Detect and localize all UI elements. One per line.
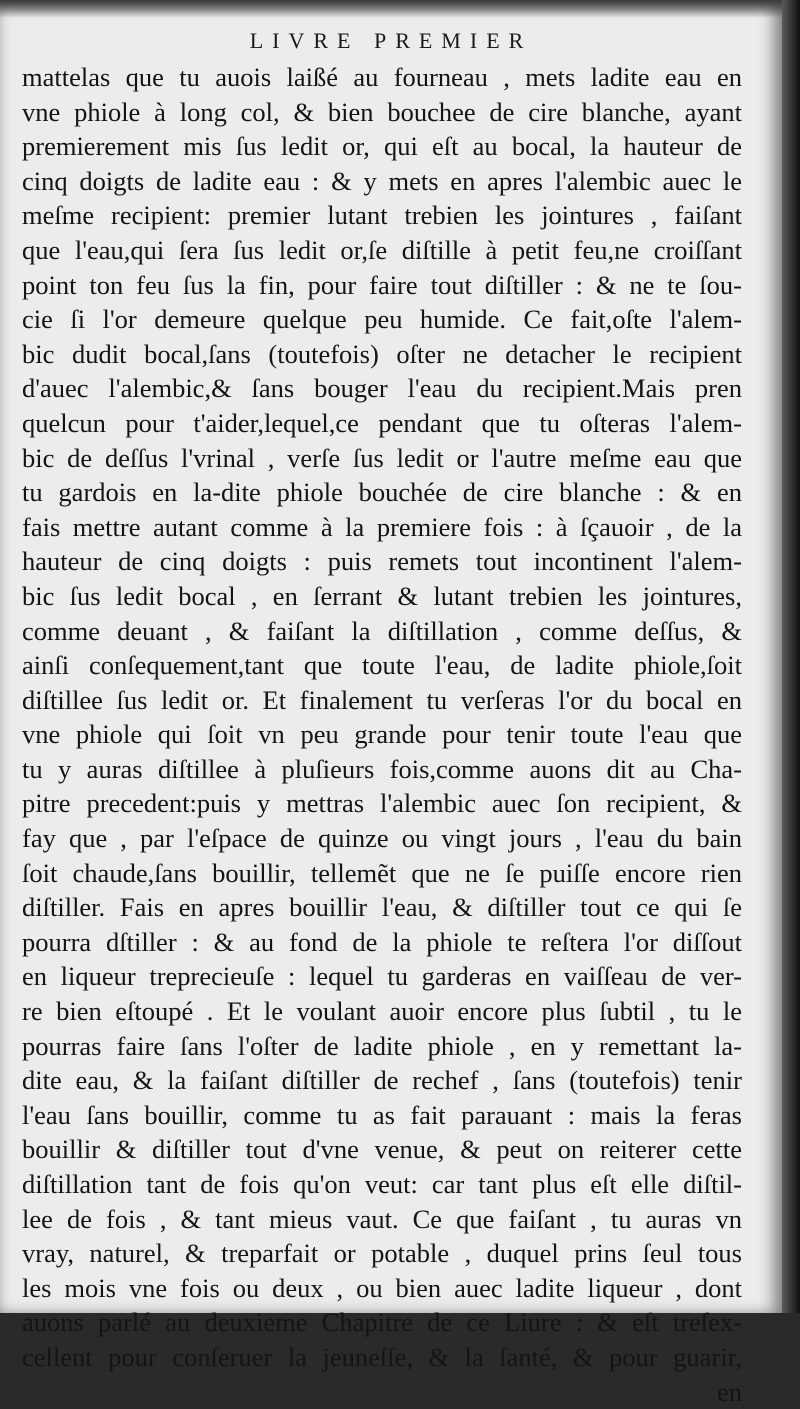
text-line: ainſi conſequement,tant que toute l'eau, de ladite phiole,ſoit — [22, 650, 742, 681]
text-line: que l'eau,qui ſera ſus ledit or,ſe diſtille à petit feu,ne croiſſant — [22, 234, 742, 265]
body-text — [22, 60, 742, 1409]
text-line: bic dudit bocal,ſans (toutefois) oſter ne detacher le recipient — [22, 338, 742, 369]
text-line: comme deuant , & faiſant la diſtillation , comme deſſus, & — [22, 615, 742, 646]
text-line: pourra dſtiller : & au fond de la phiole te reſtera l'or diſſout — [22, 926, 742, 957]
text-line: auons parlé au deuxieme Chapitre de ce Liure : & eſt treſex- — [22, 1307, 742, 1338]
page-top-shadow — [0, 0, 782, 18]
text-line: cinq doigts de ladite eau : & y mets en apres l'alembic auec le — [22, 165, 742, 196]
text-line: vray, naturel, & treparfait or potable , duquel prins ſeul tous — [22, 1238, 742, 1269]
page-binding-edge — [782, 0, 800, 1313]
text-line: bic de deſſus l'vrinal , verſe ſus ledit or l'autre meſme eau que — [22, 442, 742, 473]
text-line: fay que , par l'eſpace de quinze ou vingt jours , l'eau du bain — [22, 823, 742, 854]
text-line: fais mettre autant comme à la premiere fois : à ſçauoir , de la — [22, 511, 742, 542]
text-line: bic ſus ledit bocal , en ſerrant & lutant trebien les jointures, — [22, 580, 742, 611]
text-line: hauteur de cinq doigts : puis remets tout incontinent l'alem- — [22, 546, 742, 577]
text-line: lee de fois , & tant mieus vaut. Ce que faiſant , tu auras vn — [22, 1203, 742, 1234]
text-line: point ton feu ſus la fin, pour faire tout diſtiller : & ne te ſou- — [22, 269, 742, 300]
text-line: ſoit chaude,ſans bouillir, tellemẽt que ne ſe puiſſe encore rien — [22, 857, 742, 888]
text-line: diſtillation tant de fois qu'on veut: car tant plus eſt elle diſtil- — [22, 1169, 742, 1199]
text-line: tu gardois en la-dite phiole bouchée de cire blanche : & en — [22, 477, 742, 508]
text-line: les mois vne fois ou deux , ou bien auec ladite liqueur , dont — [22, 1272, 742, 1303]
text-line: dite eau, & la faiſant diſtiller de rechef , ſans (toutefois) tenir — [22, 1065, 742, 1096]
catchword: en — [716, 1376, 742, 1407]
text-line: vne phiole qui ſoit vn peu grande pour tenir toute l'eau que — [22, 719, 742, 750]
text-line: diſtillee ſus ledit or. Et finalement tu verſeras l'or du bocal en — [22, 684, 742, 715]
text-line: diſtiller. Fais en apres bouillir l'eau, & diſtiller tout ce qui ſe — [22, 892, 742, 923]
text-line: cellent pour conſeruer la jeuneſſe, & la ſanté, & pour guarir, — [22, 1341, 742, 1372]
text-line: mattelas que tu auois laißé au fourneau , mets ladite eau en — [22, 62, 742, 92]
text-line: cie ſi l'or demeure quelque peu humide. Ce fait,oſte l'alem- — [22, 304, 742, 335]
text-line: meſme recipient: premier lutant trebien les jointures , faiſant — [22, 200, 742, 231]
text-line: premierement mis ſus ledit or, qui eſt au bocal, la hauteur de — [22, 131, 742, 162]
running-head: LIVRE PREMIER — [249, 28, 533, 53]
text-line: re bien eſtoupé . Et le voulant auoir encore plus ſubtil , tu le — [22, 996, 742, 1027]
text-line: pourras faire ſans l'oſter de ladite phiole , en y remettant la- — [22, 1030, 742, 1061]
text-line: vne phiole à long col, & bien bouchee de cire blanche, ayant — [22, 96, 742, 127]
text-line: l'eau ſans bouillir, comme tu as fait parauant : mais la feras — [22, 1099, 742, 1130]
text-line: quelcun pour t'aider,lequel,ce pendant que tu oſteras l'alem- — [22, 407, 742, 438]
text-line: pitre precedent:puis y mettras l'alembic auec ſon recipient, & — [22, 788, 742, 819]
text-line: bouillir & diſtiller tout d'vne venue, & peut on reiterer cette — [22, 1134, 742, 1165]
text-line: d'auec l'alembic,& ſans bouger l'eau du recipient.Mais pren — [22, 373, 742, 404]
text-line: en liqueur treprecieuſe : lequel tu garderas en vaiſſeau de ver- — [22, 961, 742, 992]
text-line: tu y auras diſtillee à pluſieurs fois,comme auons dit au Cha- — [22, 753, 742, 784]
